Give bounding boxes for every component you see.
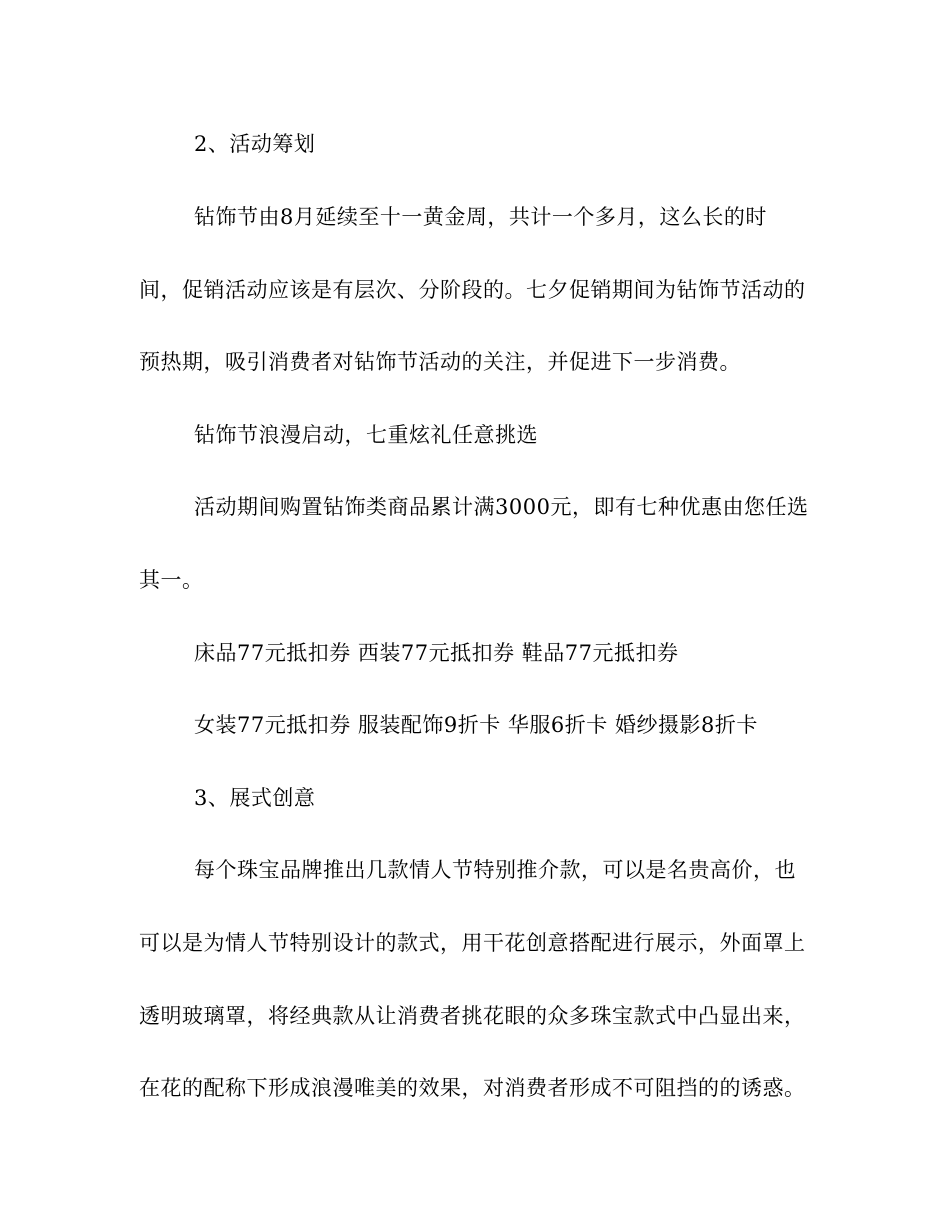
paragraph-line: 其一。 xyxy=(139,568,204,592)
paragraph-line: 每个珠宝品牌推出几款情人节特别推介款，可以是名贵高价，也 xyxy=(194,858,796,882)
paragraph-line: 活动期间购置钻饰类商品累计满3000元，即有七种优惠由您任选 xyxy=(194,495,809,519)
section-heading-activity-planning: 2、活动筹划 xyxy=(194,132,316,156)
offer-list-line: 女装77元抵扣券 服装配饰9折卡 华服6折卡 婚纱摄影8折卡 xyxy=(194,713,758,737)
paragraph-line: 预热期，吸引消费者对钻饰节活动的关注，并促进下一步消费。 xyxy=(139,350,741,374)
section-heading-display-creative: 3、展式创意 xyxy=(194,786,316,810)
paragraph-line: 钻饰节由8月延续至十一黄金周，共计一个多月，这么长的时 xyxy=(194,205,767,229)
paragraph-line: 透明玻璃罩，将经典款从让消费者挑花眼的众多珠宝款式中凸显出来， xyxy=(139,1004,806,1028)
paragraph-line: 间，促销活动应该是有层次、分阶段的。七夕促销期间为钻饰节活动的 xyxy=(139,278,806,302)
paragraph-line: 可以是为情人节特别设计的款式，用干花创意搭配进行展示，外面罩上 xyxy=(139,931,806,955)
paragraph-line: 在花的配称下形成浪漫唯美的效果，对消费者形成不可阻挡的的诱惑。 xyxy=(139,1076,806,1100)
offer-list-line: 床品77元抵扣券 西装77元抵扣券 鞋品77元抵扣券 xyxy=(194,641,679,665)
promotion-title: 钻饰节浪漫启动，七重炫礼任意挑选 xyxy=(194,423,538,447)
